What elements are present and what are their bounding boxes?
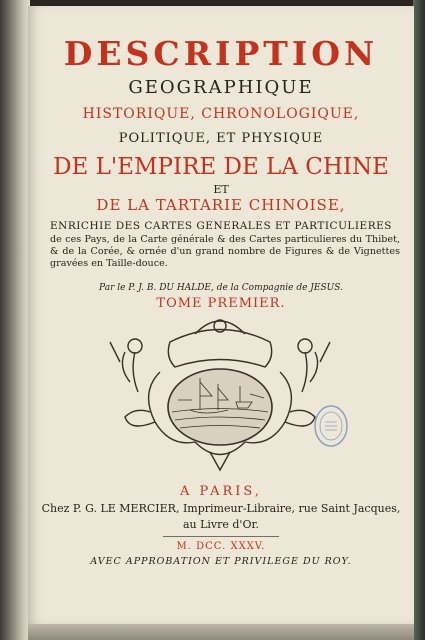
divider xyxy=(163,536,279,537)
engraved-vignette-icon xyxy=(100,312,340,472)
imprint-city: A PARIS, xyxy=(180,484,262,499)
approbation-line: AVEC APPROBATION ET PRIVILEGE DU ROY. xyxy=(90,556,352,567)
title-line-tartarie: DE LA TARTARIE CHINOISE, xyxy=(96,196,346,214)
title-line-enrichie: ENRICHIE DES CARTES GENERALES ET PARTICULIERES xyxy=(50,220,392,232)
title-page xyxy=(28,6,414,624)
page-edge xyxy=(413,0,425,640)
title-line-et: ET xyxy=(213,183,229,196)
title-line-politique: POLITIQUE, ET PHYSIQUE xyxy=(118,131,324,146)
publication-date: M. DCC. XXXV. xyxy=(176,541,266,552)
subtitle-paragraph: de ces Pays, de la Carte générale & des Cartes particulieres du Thibet, & de la Corée, & ornée d'un grand nombre de Figures & de Vignettes gravées en Taille-douce. xyxy=(50,234,400,269)
title-line-empire: DE L'EMPIRE DE LA CHINE xyxy=(53,154,389,180)
book-binding xyxy=(0,0,30,640)
title-line-historique: HISTORIQUE, CHRONOLOGIQUE, xyxy=(82,106,360,122)
title-line-geographique: GEOGRAPHIQUE xyxy=(128,77,314,98)
author-line: Par le P. J. B. DU HALDE, de la Compagnie de JESUS. xyxy=(99,283,343,293)
volume-label: TOME PREMIER. xyxy=(156,296,286,311)
page-title: DESCRIPTION xyxy=(63,34,379,73)
library-stamp-icon xyxy=(313,404,349,448)
publisher-sign: au Livre d'Or. xyxy=(182,518,260,531)
publisher-line: Chez P. G. LE MERCIER, Imprimeur-Libraire, rue Saint Jacques, xyxy=(41,502,401,515)
